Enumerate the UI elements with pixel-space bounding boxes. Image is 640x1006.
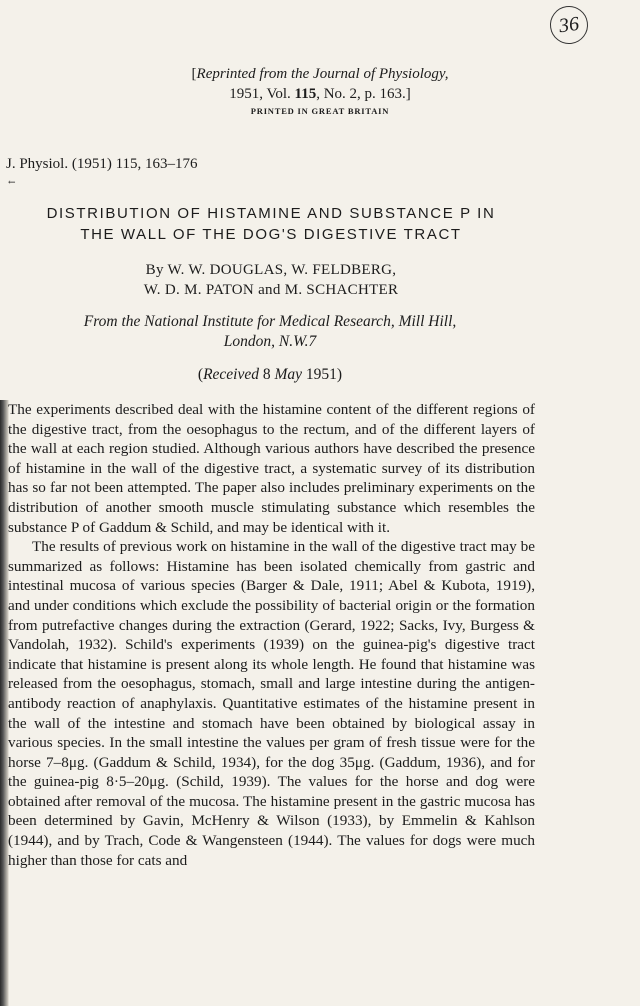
received-open: (: [197, 366, 204, 383]
paragraph-2: The results of previous work on histamine in the wall of the digestive tract may be summarized as follows: Histamine has been isolated chemically from gastric and intestinal mucosa of various species (Barger & Dale, 1911; Abel & Kubota, 1919), and under conditions which exclude the possibility of bacterial origin or the formation from putrefactive changes during the extraction (Gerard, 1922; Sacks, Ivy, Burgess & Vandolah, 1932). Schild's experiments (1939) on the guinea-pig's digestive tract indicate that histamine is present along its whole length. He found that histamine was released from the oesophagus, stomach, small and large intestine during the antigen-antibody reaction of anaphylaxis. Quantitative estimates of the histamine present in the wall of the intestine and stomach have been obtained by biological assay in various species. In the small intestine the values per gram of fresh tissue were for the horse 7–8μg. (Gaddum & Schild, 1934), for the dog 35μg. (Gaddum, 1936), and for the guinea-pig 8·5–20μg. (Schild, 1939). The values for the horse and dog were obtained after removal of the mucosa. The histamine present in the gastric mucosa has been determined by Gavin, McHenry & Wilson (1933), by Emmelin & Kahlson (1944), and by Trach, Code & Wangensteen (1944). The values for dogs were much higher than those for cats and: [8, 538, 535, 869]
reprint-notice: [0, 64, 640, 104]
reprint-source: Reprinted from the Journal of Physiology,: [196, 66, 449, 82]
received-day: 8: [259, 366, 275, 383]
affiliation-line-2: London, N.W.7: [223, 333, 317, 350]
affiliation: [0, 312, 540, 352]
title-line-1: DISTRIBUTION OF HISTAMINE AND SUBSTANCE P IN: [46, 205, 496, 222]
margin-mark: ←: [8, 178, 16, 188]
received-label: Received: [203, 366, 259, 383]
reprint-issue: , No. 2, p. 163.]: [316, 86, 411, 102]
journal-citation: J. Physiol. (1951) 115, 163–176: [6, 156, 198, 172]
received-month: May: [274, 366, 303, 383]
page-number-stamp: 36: [548, 4, 591, 47]
received-year: 1951): [302, 366, 343, 383]
title-line-2: THE WALL OF THE DOG'S DIGESTIVE TRACT: [80, 226, 462, 243]
body-text: [8, 400, 535, 870]
author-list: [0, 260, 542, 300]
reprint-year: 1951, Vol.: [229, 86, 295, 102]
printed-in-notice: PRINTED IN GREAT BRITAIN: [250, 106, 390, 116]
paragraph-1: The experiments described deal with the histamine content of the different regions of the digestive tract, from the oesophagus to the rectum, and of the different layers of the wall at each region studied. Although various authors have described the presence of histamine in the wall of the digestive tract, a systematic survey of its distribution has so far not been attempted. The paper also includes preliminary experiments on the distribution of another smooth muscle stimulating substance which resembles the substance P of Gaddum & Schild, and may be identical with it.: [8, 401, 535, 536]
reprint-bracket: [: [191, 66, 197, 82]
paper-title: [0, 203, 542, 245]
received-date: [0, 366, 540, 384]
authors-line-2: W. D. M. PATON and M. SCHACHTER: [143, 282, 399, 298]
affiliation-line-1: From the National Institute for Medical Research, Mill Hill,: [83, 313, 457, 330]
reprint-volume: 115: [294, 86, 317, 102]
authors-line-1: By W. W. DOUGLAS, W. FELDBERG,: [145, 262, 397, 278]
